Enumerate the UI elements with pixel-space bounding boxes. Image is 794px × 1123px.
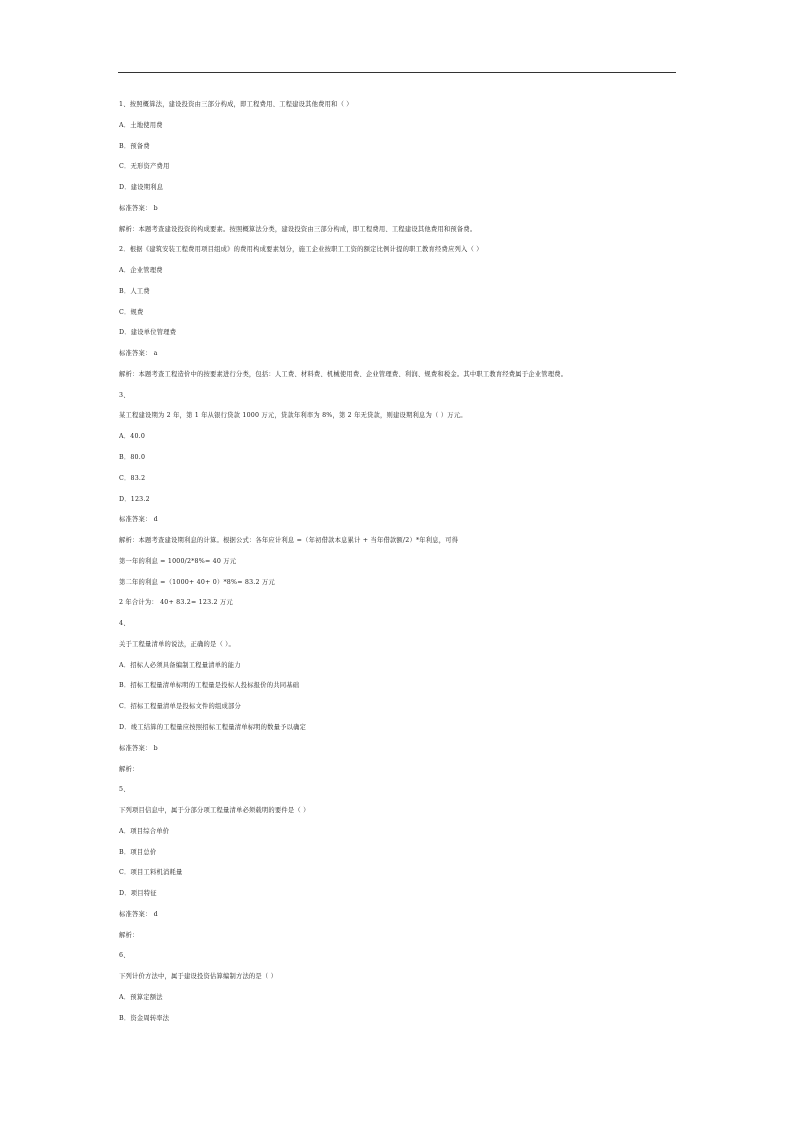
text-line: 标准答案： d	[119, 516, 158, 524]
text-line: D．建设期利息	[119, 184, 164, 192]
text-line: A．项目综合单价	[119, 827, 170, 835]
text-line: 标准答案： b	[119, 744, 158, 752]
text-line: 2．根据《建筑安装工程费用项目组成》的费用构成要素划分，施工企业按职工工资的额定比例计提的职工教育经费应列入（ ）	[119, 246, 483, 254]
text-line: C．招标工程量清单是投标文件的组成部分	[119, 703, 241, 711]
text-line: 解析：本题考查建设期利息的计算。根据公式：各年应计利息 =（年初借款本息累计 + 当年借款额/2）*年利息，可得	[119, 537, 459, 545]
text-line: 某工程建设期为 2 年，第 1 年从银行贷款 1000 万元，贷款年利率为 8%，第 2 年无贷款，则建设期利息为（ ）万元。	[119, 412, 467, 420]
text-line: D．建设单位管理费	[119, 329, 177, 337]
text-line: 1、按照概算法，建设投资由三部分构成，即工程费用、工程建设其他费用和（ ）	[119, 101, 353, 108]
text-line: A．招标人必须具备编制工程量清单的能力	[119, 661, 241, 669]
text-line: 第一年的利息 = 1000/2*8%= 40 万元	[119, 557, 237, 565]
text-line: 3、	[119, 391, 130, 399]
header-rule	[118, 72, 676, 73]
text-line: 5、	[119, 786, 130, 794]
text-line: B．资金周转率法	[119, 1014, 170, 1022]
text-line: C．项目工料机消耗量	[119, 869, 183, 877]
text-line: 第二年的利息 =（1000+ 40+ 0）*8%= 83.2 万元	[119, 578, 275, 586]
text-line: 解析：	[119, 765, 139, 773]
text-line: 标准答案： b	[119, 204, 158, 212]
text-line: A．预算定额法	[119, 993, 163, 1001]
text-line: A．土地使用费	[119, 121, 163, 129]
text-line: 2 年合计为： 40+ 83.2= 123.2 万元	[119, 599, 233, 607]
text-line: B．人工费	[119, 287, 150, 295]
text-line: B．招标工程量清单标明的工程量是投标人投标报价的共同基础	[119, 682, 300, 690]
text-line: 6、	[119, 952, 130, 960]
text-line: 4、	[119, 620, 130, 628]
text-line: C．83.2	[119, 474, 146, 482]
text-line: D．123.2	[119, 495, 150, 503]
text-line: 标准答案： d	[119, 910, 158, 918]
question-text-block	[119, 98, 679, 1032]
text-line: A．企业管理费	[119, 267, 163, 275]
text-line: D．竣工结算的工程量应按照招标工程量清单标明的数量予以确定	[119, 723, 307, 731]
text-line: B．预备费	[119, 142, 150, 150]
text-line: 解析：本题考查工程造价中的按要素进行分类，包括：人工费、材料费、机械使用费、企业管理费、利润、规费和税金。其中职工教育经费属于企业管理费。	[119, 370, 568, 378]
text-line: C．无形资产费用	[119, 163, 170, 171]
text-line: 标准答案： a	[119, 350, 158, 358]
text-line: C．规费	[119, 308, 144, 316]
text-line: D．项目特征	[119, 890, 157, 898]
text-line: 下列计价方法中，属于建设投资估算编制方法的是（ ）	[119, 973, 278, 981]
text-line: B．项目总价	[119, 848, 157, 856]
text-line: 下列项目信息中，属于分部分项工程量清单必须载明的要件是（ ）	[119, 807, 310, 815]
text-line: 解析：本题考查建设投资的构成要素。按照概算法分类，建设投资由三部分构成，即工程费用、工程建设其他费用和预备费。	[119, 225, 477, 233]
text-line: 解析：	[119, 931, 139, 939]
text-line: 关于工程量清单的说法，正确的是（ ）。	[119, 640, 235, 648]
text-line: B．80.0	[119, 454, 146, 462]
text-line: A．40.0	[119, 433, 146, 441]
